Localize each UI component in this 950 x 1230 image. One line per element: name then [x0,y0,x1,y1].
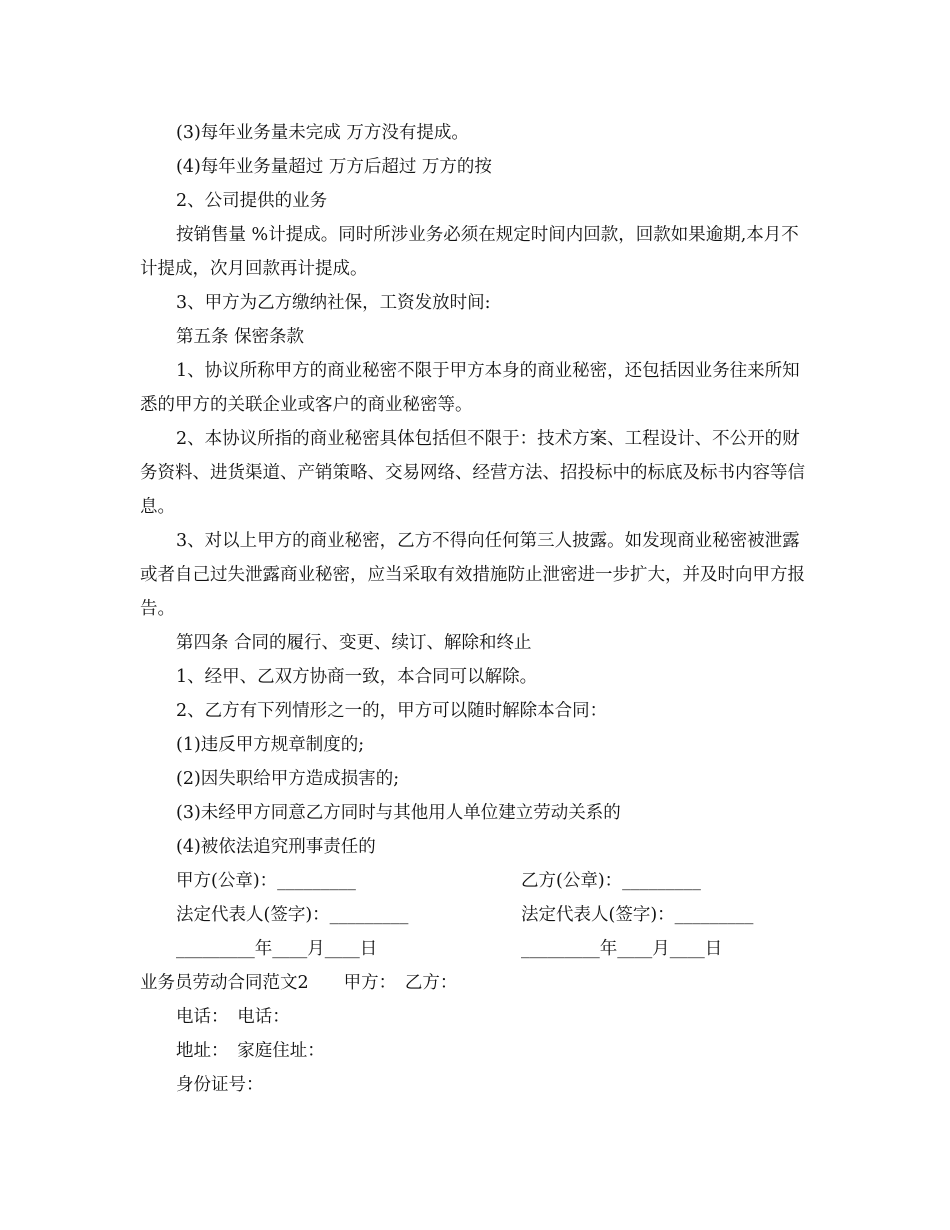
address-line: 地址： 家庭住址： [176,1041,325,1061]
party-a-date-line: _________年____月____日 [176,939,378,959]
phone-line: 电话： 电话： [176,1007,290,1027]
section-heading-termination: 第四条 合同的履行、变更、续订、解除和终止 [176,633,532,653]
termination-condition-1: (1)违反甲方规章制度的; [176,735,365,755]
signature-seal-row [140,864,815,898]
clause-item-4: (4)每年业务量超过 万方后超过 万方的按 [176,157,492,177]
clause-commission-paragraph: 按销售量 %计提成。同时所涉业务必须在规定时间内回款，回款如果逾期,本月不计提成，次月回款再计提成。 [140,225,799,279]
confidentiality-clause-1: 1、协议所称甲方的商业秘密不限于甲方本身的商业秘密，还包括因业务往来所知悉的甲方的关联企业或客户的商业秘密等。 [140,361,800,415]
section-heading-confidentiality: 第五条 保密条款 [176,327,305,347]
confidentiality-clause-2: 2、本协议所指的商业秘密具体包括但不限于：技术方案、工程设计、不公开的财务资料、进货渠道、产销策略、交易网络、经营方法、招投标中的标底及标书内容等信息。 [140,429,805,517]
id-number-line: 身份证号： [176,1075,264,1095]
termination-clause-2: 2、乙方有下列情形之一的，甲方可以随时解除本合同： [176,701,608,721]
party-b-date-line: _________年____月____日 [521,939,723,959]
party-b-seal-line: 乙方(公章)：_________ [521,871,701,891]
termination-condition-4: (4)被依法追究刑事责任的 [176,837,376,857]
confidentiality-clause-3: 3、对以上甲方的商业秘密，乙方不得向任何第三人披露。如发现商业秘密被泄露或者自己过失泄露商业秘密，应当采取有效措施防止泄密进一步扩大，并及时向甲方报告。 [140,531,805,619]
second-contract-heading: 业务员劳动合同范文2 甲方： 乙方： [140,973,458,993]
signature-date-row [140,932,815,966]
clause-social-insurance: 3、甲方为乙方缴纳社保，工资发放时间: [176,293,491,313]
party-a-representative-line: 法定代表人(签字)：_________ [176,905,409,925]
signature-representative-row [140,898,815,932]
termination-clause-1: 1、经甲、乙双方协商一致，本合同可以解除。 [176,667,538,687]
clause-item-3: (3)每年业务量未完成 万方没有提成。 [176,123,469,143]
termination-condition-2: (2)因失职给甲方造成损害的; [176,769,400,789]
party-b-representative-line: 法定代表人(签字)：_________ [521,905,754,925]
party-a-seal-line: 甲方(公章)：_________ [176,871,356,891]
document-body [140,116,815,1102]
clause-company-business: 2、公司提供的业务 [176,191,328,211]
termination-condition-3: (3)未经甲方同意乙方同时与其他用人单位建立劳动关系的 [176,803,621,823]
